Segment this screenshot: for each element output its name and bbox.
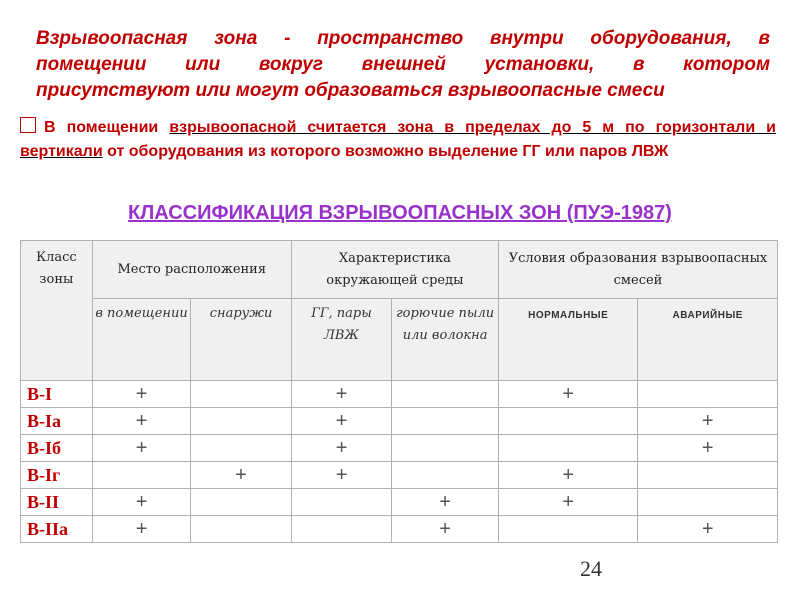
mark-cell-emergency	[638, 462, 778, 489]
mark-cell-dust: +	[392, 516, 499, 543]
table-row	[21, 408, 778, 435]
subheader-dust: горючие пыли или волокна	[392, 299, 499, 381]
mark-cell-gas: +	[291, 408, 392, 435]
subheader-emergency: АВАРИЙНЫЕ	[638, 299, 778, 381]
note-text	[20, 116, 776, 164]
mark-cell-normal	[498, 408, 638, 435]
header-conditions: Условия образования взрывоопасных смесей	[498, 241, 777, 299]
mark-cell-indoor: +	[92, 408, 190, 435]
mark-cell-gas	[291, 489, 392, 516]
table-row	[21, 516, 778, 543]
mark-cell-emergency: +	[638, 408, 778, 435]
header-environment: Характеристика окружающей среды	[291, 241, 498, 299]
mark-cell-normal	[498, 435, 638, 462]
zone-class-cell: В-II	[21, 489, 93, 516]
note-before: В помещении	[44, 119, 170, 136]
page-number: 24	[580, 556, 602, 581]
mark-cell-indoor: +	[92, 489, 190, 516]
subheader-indoor: в помещении	[92, 299, 190, 381]
mark-cell-outdoor	[191, 435, 292, 462]
mark-cell-normal: +	[498, 462, 638, 489]
mark-cell-indoor: +	[92, 435, 190, 462]
classification-heading: КЛАССИФИКАЦИЯ ВЗРЫВООПАСНЫХ ЗОН (ПУЭ-1987)	[128, 202, 672, 224]
subheader-normal: НОРМАЛЬНЫЕ	[498, 299, 638, 381]
definition-line-3: присутствуют или могут образоваться взрывоопасные смеси	[36, 80, 665, 101]
mark-cell-outdoor	[191, 381, 292, 408]
mark-cell-dust	[392, 462, 499, 489]
mark-cell-gas	[291, 516, 392, 543]
mark-cell-gas: +	[291, 435, 392, 462]
mark-cell-outdoor	[191, 516, 292, 543]
mark-cell-outdoor: +	[191, 462, 292, 489]
mark-cell-outdoor	[191, 489, 292, 516]
mark-cell-outdoor	[191, 408, 292, 435]
header-class: Класс зоны	[21, 241, 93, 381]
mark-cell-dust: +	[392, 489, 499, 516]
checkbox-bullet-icon	[20, 117, 36, 133]
mark-cell-normal	[498, 516, 638, 543]
mark-cell-emergency: +	[638, 435, 778, 462]
zone-class-cell: В-IIа	[21, 516, 93, 543]
subheader-gas: ГГ, пары ЛВЖ	[291, 299, 392, 381]
table-row	[21, 462, 778, 489]
zone-classification-table	[20, 240, 778, 543]
table-row	[21, 435, 778, 462]
mark-cell-dust	[392, 408, 499, 435]
table-row	[21, 381, 778, 408]
zone-class-cell: В-Iа	[21, 408, 93, 435]
definition-line-1: Взрывоопасная зона - пространство внутри оборудования, в	[36, 28, 770, 49]
mark-cell-emergency: +	[638, 516, 778, 543]
mark-cell-indoor	[92, 462, 190, 489]
definition-line-2: помещении или вокруг внешней установки, в котором	[36, 54, 770, 75]
zone-class-cell: В-Iб	[21, 435, 93, 462]
note-after: от оборудования из которого возможно выделение ГГ или паров ЛВЖ	[102, 143, 669, 160]
mark-cell-normal: +	[498, 381, 638, 408]
mark-cell-dust	[392, 381, 499, 408]
header-location: Место расположения	[92, 241, 291, 299]
mark-cell-emergency	[638, 381, 778, 408]
subheader-outdoor: снаружи	[191, 299, 292, 381]
mark-cell-normal: +	[498, 489, 638, 516]
zone-class-cell: В-I	[21, 381, 93, 408]
mark-cell-emergency	[638, 489, 778, 516]
note-underlined: взрывоопасной считается зона в пределах до 5 м по горизонтали и вертикали	[20, 119, 776, 160]
mark-cell-gas: +	[291, 462, 392, 489]
zone-class-cell: В-Iг	[21, 462, 93, 489]
mark-cell-indoor: +	[92, 516, 190, 543]
mark-cell-indoor: +	[92, 381, 190, 408]
mark-cell-gas: +	[291, 381, 392, 408]
definition-text	[36, 26, 770, 104]
table-row	[21, 489, 778, 516]
mark-cell-dust	[392, 435, 499, 462]
